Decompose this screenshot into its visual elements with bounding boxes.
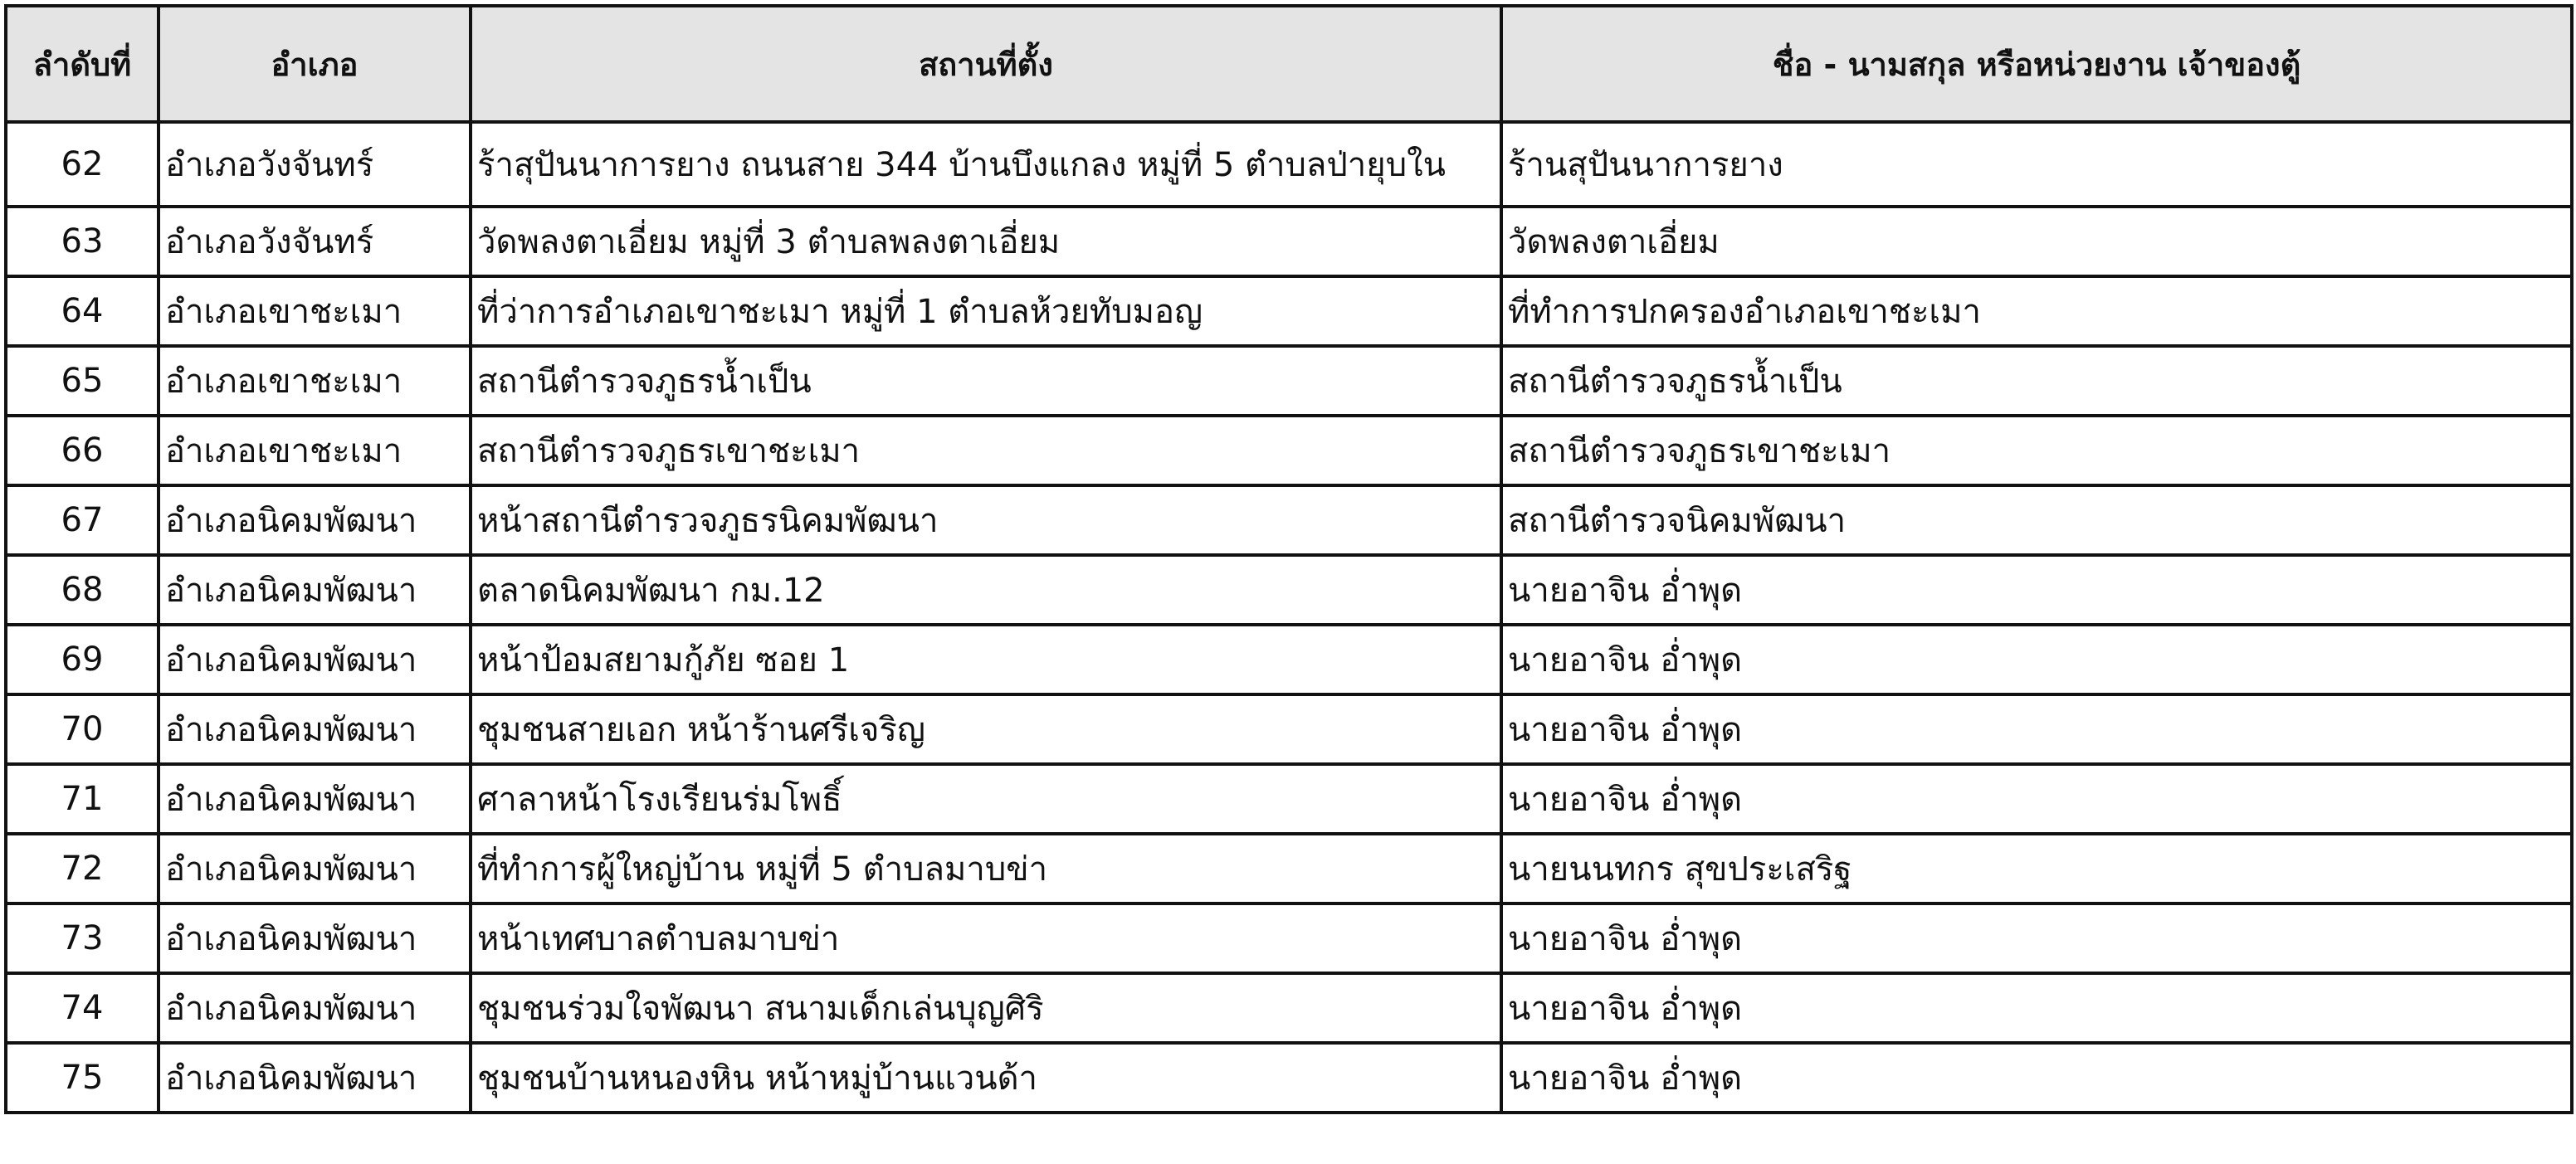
cell-owner: นายอาจิน อ่ำพุด xyxy=(1501,625,2572,694)
cell-owner: นายนนทกร สุขประเสริฐ xyxy=(1501,834,2572,903)
cell-district: อำเภอนิคมพัฒนา xyxy=(159,903,471,973)
cell-no: 63 xyxy=(6,207,159,276)
data-table xyxy=(4,4,2574,1114)
cell-no: 67 xyxy=(6,485,159,555)
cell-district: อำเภอวังจันทร์ xyxy=(159,122,471,207)
table-row xyxy=(6,694,2572,764)
table-row xyxy=(6,416,2572,485)
cell-district: อำเภอเขาชะเมา xyxy=(159,346,471,416)
cell-owner: นายอาจิน อ่ำพุด xyxy=(1501,973,2572,1043)
cell-owner: นายอาจิน อ่ำพุด xyxy=(1501,903,2572,973)
cell-location: ชุมชนร่วมใจพัฒนา สนามเด็กเล่นบุญศิริ xyxy=(471,973,1501,1043)
cell-owner: วัดพลงตาเอี่ยม xyxy=(1501,207,2572,276)
cell-no: 72 xyxy=(6,834,159,903)
cell-district: อำเภอนิคมพัฒนา xyxy=(159,694,471,764)
cell-owner: สถานีตำรวจภูธรน้ำเป็น xyxy=(1501,346,2572,416)
table-row xyxy=(6,834,2572,903)
cell-no: 69 xyxy=(6,625,159,694)
table-row xyxy=(6,625,2572,694)
cell-district: อำเภอเขาชะเมา xyxy=(159,416,471,485)
cell-no: 68 xyxy=(6,555,159,625)
cell-district: อำเภอนิคมพัฒนา xyxy=(159,764,471,834)
cell-location: สถานีตำรวจภูธรน้ำเป็น xyxy=(471,346,1501,416)
cell-owner: นายอาจิน อ่ำพุด xyxy=(1501,764,2572,834)
header-row xyxy=(6,6,2572,122)
table-row xyxy=(6,1043,2572,1113)
cell-district: อำเภอนิคมพัฒนา xyxy=(159,625,471,694)
cell-district: อำเภอนิคมพัฒนา xyxy=(159,1043,471,1113)
cell-location: ที่ทำการผู้ใหญ่บ้าน หมู่ที่ 5 ตำบลมาบข่า xyxy=(471,834,1501,903)
cell-district: อำเภอนิคมพัฒนา xyxy=(159,973,471,1043)
table-row xyxy=(6,973,2572,1043)
header-owner: ชื่อ - นามสกุล หรือหน่วยงาน เจ้าของตู้ xyxy=(1501,6,2572,122)
cell-location: ร้าสุปันนาการยาง ถนนสาย 344 บ้านบึงแกลง หมู่ที่ 5 ตำบลป่ายุบใน xyxy=(471,122,1501,207)
table-row xyxy=(6,122,2572,207)
cell-owner: สถานีตำรวจภูธรเขาชะเมา xyxy=(1501,416,2572,485)
cell-no: 65 xyxy=(6,346,159,416)
cell-no: 62 xyxy=(6,122,159,207)
cell-location: หน้าสถานีตำรวจภูธรนิคมพัฒนา xyxy=(471,485,1501,555)
cell-owner: สถานีตำรวจนิคมพัฒนา xyxy=(1501,485,2572,555)
table-row xyxy=(6,276,2572,346)
table-row xyxy=(6,903,2572,973)
cell-no: 75 xyxy=(6,1043,159,1113)
table-row xyxy=(6,207,2572,276)
header-no: ลำดับที่ xyxy=(6,6,159,122)
table-row xyxy=(6,346,2572,416)
table-row xyxy=(6,485,2572,555)
header-location: สถานที่ตั้ง xyxy=(471,6,1501,122)
cell-location: ชุมชนสายเอก หน้าร้านศรีเจริญ xyxy=(471,694,1501,764)
table-body xyxy=(6,122,2572,1113)
cell-no: 66 xyxy=(6,416,159,485)
data-table-container xyxy=(4,4,2570,1114)
cell-location: หน้าป้อมสยามกู้ภัย ซอย 1 xyxy=(471,625,1501,694)
cell-owner: นายอาจิน อ่ำพุด xyxy=(1501,694,2572,764)
cell-no: 70 xyxy=(6,694,159,764)
table-row xyxy=(6,764,2572,834)
cell-location: ศาลาหน้าโรงเรียนร่มโพธิ์ xyxy=(471,764,1501,834)
cell-location: ชุมชนบ้านหนองหิน หน้าหมู่บ้านแวนด้า xyxy=(471,1043,1501,1113)
cell-location: ที่ว่าการอำเภอเขาชะเมา หมู่ที่ 1 ตำบลห้วยทับมอญ xyxy=(471,276,1501,346)
cell-owner: นายอาจิน อ่ำพุด xyxy=(1501,1043,2572,1113)
cell-location: สถานีตำรวจภูธรเขาชะเมา xyxy=(471,416,1501,485)
cell-location: วัดพลงตาเอี่ยม หมู่ที่ 3 ตำบลพลงตาเอี่ยม xyxy=(471,207,1501,276)
cell-district: อำเภอนิคมพัฒนา xyxy=(159,555,471,625)
cell-district: อำเภอเขาชะเมา xyxy=(159,276,471,346)
cell-location: ตลาดนิคมพัฒนา กม.12 xyxy=(471,555,1501,625)
cell-district: อำเภอนิคมพัฒนา xyxy=(159,485,471,555)
cell-owner: ที่ทำการปกครองอำเภอเขาชะเมา xyxy=(1501,276,2572,346)
cell-location: หน้าเทศบาลตำบลมาบข่า xyxy=(471,903,1501,973)
cell-district: อำเภอวังจันทร์ xyxy=(159,207,471,276)
cell-no: 64 xyxy=(6,276,159,346)
cell-district: อำเภอนิคมพัฒนา xyxy=(159,834,471,903)
cell-no: 71 xyxy=(6,764,159,834)
cell-owner: ร้านสุปันนาการยาง xyxy=(1501,122,2572,207)
cell-owner: นายอาจิน อ่ำพุด xyxy=(1501,555,2572,625)
cell-no: 74 xyxy=(6,973,159,1043)
table-row xyxy=(6,555,2572,625)
header-district: อำเภอ xyxy=(159,6,471,122)
cell-no: 73 xyxy=(6,903,159,973)
